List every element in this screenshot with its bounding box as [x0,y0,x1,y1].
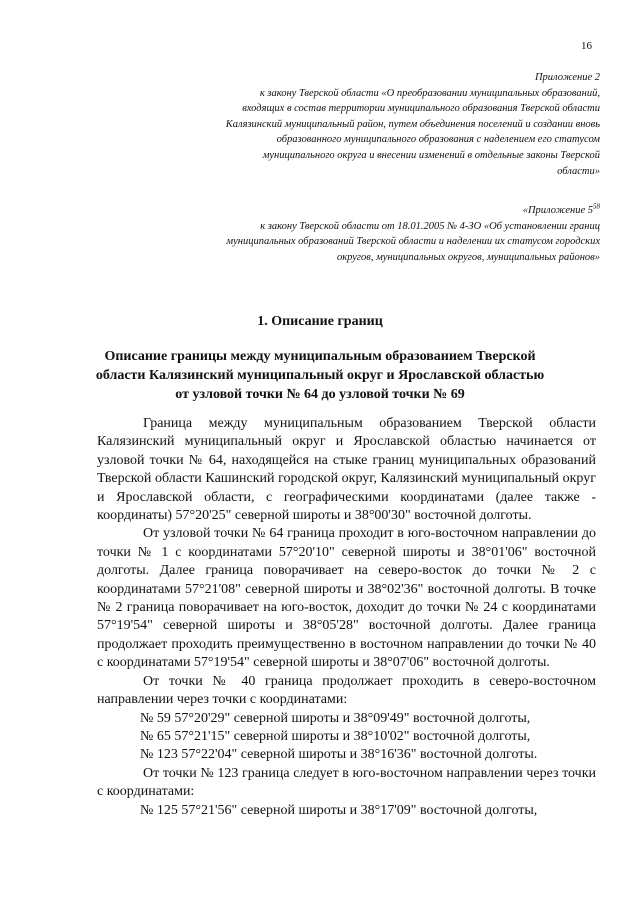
boundary-description [97,415,596,820]
boundary-title-line: Описание границы между муниципальным образованием Тверской [104,349,536,364]
boundary-title-line: от узловой точки № 64 до узловой точки № 69 [175,387,465,402]
appendix-5-text: к закону Тверской области от 18.01.2005 № 4-ЗО «Об установлении границ муниципальных образований Тверской области и наделении их статусом городских округов, муниципальных округов, муниципальных районов» [226,220,600,263]
paragraph: Граница между муниципальным образованием Тверской области Калязинский муниципальный округ и Ярославской областью начинается от узловой точки № 64, находящейся на стыке границ муниципальных образований Тверской области Кашинский городской округ, Калязинский муниципальный округ и Ярославской области, с географическими координатами (далее также - координаты) 57°20'25" северной широты и 38°00'30" восточной долготы. [97,416,596,524]
appendix-5-superscript: 58 [593,202,600,211]
page-number: 16 [581,40,592,52]
appendix-2-title: Приложение 2 [534,72,600,83]
boundary-title-line: области Калязинский муниципальный округ и Ярославской областью [95,368,545,383]
appendix-5-reference [220,203,600,265]
coordinate-point: № 65 57°21'15" северной широты и 38°10'02" восточной долготы, [140,728,531,744]
paragraph: От точки № 40 граница продолжает проходить в северо-восточном направлении через точки с координатами: [97,673,596,708]
appendix-5-title: «Приложение $5^{58}$ [522,202,600,216]
coordinate-point: № 123 57°22'04" северной широты и 38°16'36" восточной долготы. [140,747,538,763]
appendix-2-reference [220,70,600,179]
section-heading: 1. Описание границ [257,314,383,329]
coordinate-point: № 125 57°21'56" северной широты и 38°17'09" восточной долготы, [140,802,538,818]
paragraph: От узловой точки № 64 граница проходит в юго-восточном направлении до точки № 1 с координатами 57°20'10" северной широты и 38°01'06" восточной долготы. Далее граница поворачивает на северо-восток до точки № 2 с координатами 57°21'08" северной широты и 38°02'36" восточной долготы. В точке № 2 граница поворачивает на юго-восток, доходит до точки № 24 с координатами 57°19'54" северной широты и 38°05'28" восточной долготы. Далее граница продолжает проходить преимущественно в восточном направлении до точки № 40 с координатами 57°19'54" северной широты и 38°07'06" восточной долготы. [97,526,596,671]
appendix-2-text: к закону Тверской области «О преобразовании муниципальных образований, входящих в состав территории муниципального образования Тверской области Калязинский муниципальный район, путем объединения поселений и создании вновь образованного муниципального образования с наделением его статусом муниципального округа и внесении изменений в отдельные законы Тверской области» [225,87,600,177]
boundary-title [95,347,545,404]
coordinate-point: № 59 57°20'29" северной широты и 38°09'49" восточной долготы, [140,710,531,726]
paragraph: От точки № 123 граница следует в юго-восточном направлении через точки с координатами: [97,765,596,800]
